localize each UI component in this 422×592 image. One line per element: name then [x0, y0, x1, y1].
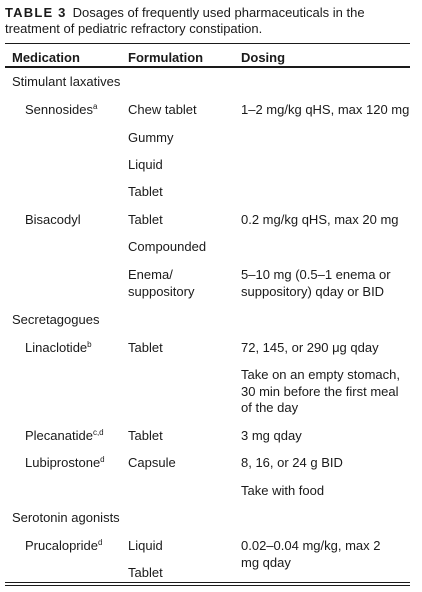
formulation-cell: Chew tablet: [128, 102, 197, 117]
dosing-note: Take with food: [241, 483, 325, 498]
header-medication: Medication: [12, 50, 80, 65]
dosing-cell: 3 mg qday: [241, 428, 302, 443]
table-label: TABLE 3: [5, 5, 67, 20]
header-formulation: Formulation: [128, 50, 204, 65]
footnote-marker: a: [92, 102, 98, 111]
medication-name: Bisacodyl: [25, 212, 81, 227]
medication-name: Linaclotide: [25, 340, 88, 355]
formulation-cell: Liquid: [128, 157, 163, 172]
header-dosing: Dosing: [241, 50, 286, 65]
table-bottom-rule-double: [5, 585, 410, 586]
formulation-cell: Tablet: [128, 565, 163, 580]
medication-name: Lubiprostone: [25, 455, 101, 470]
formulation-cell: Tablet: [128, 340, 163, 355]
footnote-marker: b: [87, 340, 92, 349]
medication-name: Sennosides: [25, 102, 93, 117]
section-stimulant-laxatives: Stimulant laxatives: [12, 74, 121, 89]
footnote-marker: d: [98, 538, 103, 547]
medication-sennosides: [25, 102, 97, 119]
formulation-cell: Tablet: [128, 184, 163, 199]
footnote-marker: c,d: [92, 428, 104, 437]
section-secretagogues: Secretagogues: [12, 312, 100, 327]
medication-lubiprostone: [25, 455, 105, 472]
footnote-marker: d: [100, 455, 105, 464]
table-top-rule: [5, 43, 410, 44]
medication-plecanatide: [25, 428, 104, 445]
dosing-note: Take on an empty stomach, 30 min before the first meal of the day: [241, 367, 400, 415]
dosing-cell: 8, 16, or 24 g BID: [241, 455, 343, 470]
dosing-cell: 72, 145, or 290 μg qday: [241, 340, 379, 355]
medication-prucalopride: [25, 538, 102, 555]
table-bottom-rule: [5, 582, 410, 583]
medication-name: Prucalopride: [25, 538, 98, 553]
formulation-cell: Enema/ suppository: [128, 267, 195, 299]
medication-name: Plecanatide: [25, 428, 93, 443]
formulation-cell: Tablet: [128, 428, 163, 443]
dosing-cell: 5–10 mg (0.5–1 enema or suppository) qday or BID: [241, 267, 391, 299]
dosing-cell: 1–2 mg/kg qHS, max 120 mg: [241, 102, 410, 117]
dosing-cell: 0.2 mg/kg qHS, max 20 mg: [241, 212, 399, 227]
medication-bisacodyl: [25, 212, 81, 229]
header-bottom-rule: [5, 66, 410, 68]
formulation-cell: Liquid: [128, 538, 163, 553]
formulation-cell: Compounded: [128, 239, 207, 254]
formulation-cell: Tablet: [128, 212, 163, 227]
table-title: Dosages of frequently used pharmaceuticals in the treatment of pediatric refractory constipation.: [5, 5, 365, 36]
formulation-cell: Capsule: [128, 455, 176, 470]
medication-linaclotide: [25, 340, 92, 357]
dosing-cell: 0.02–0.04 mg/kg, max 2 mg qday: [241, 538, 381, 570]
section-serotonin-agonists: Serotonin agonists: [12, 510, 120, 525]
table-caption: [5, 5, 417, 36]
formulation-cell: Gummy: [128, 130, 174, 145]
